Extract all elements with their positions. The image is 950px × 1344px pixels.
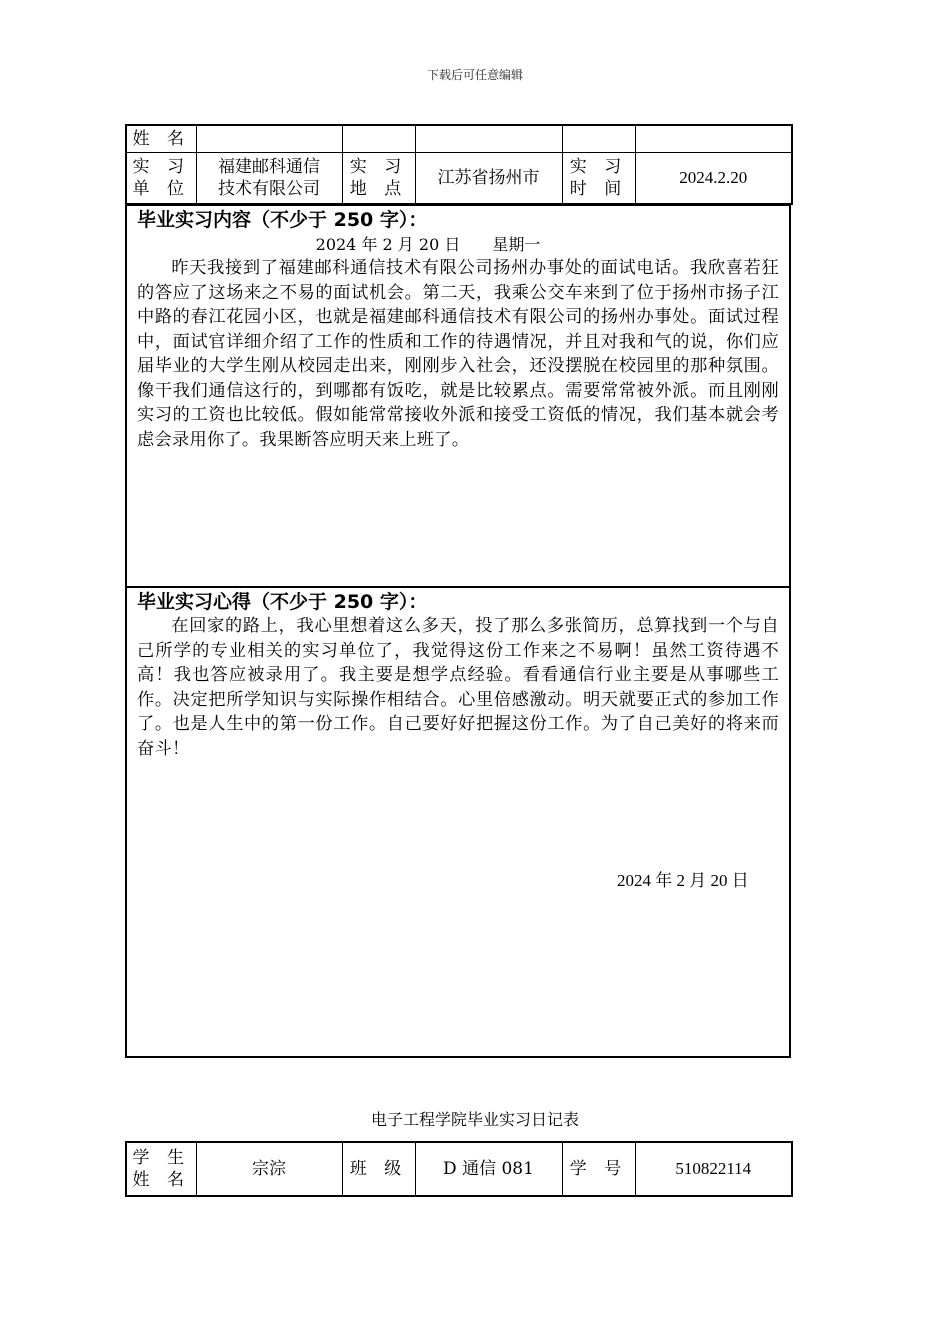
location-label-line2: 地 点 [349,178,408,199]
empty-cell[interactable] [342,125,415,152]
time-value[interactable]: 2024.2.20 [635,152,792,204]
reflection-sign-date: 2024 年 2 月 20 日 [617,871,749,890]
unit-value-line2: 技术有限公司 [218,178,320,199]
name-value[interactable] [196,125,342,152]
student-label-line1: 学 生 [132,1148,190,1168]
content-body[interactable]: 昨天我接到了福建邮科通信技术有限公司扬州办事处的面试电话。我欣喜若狂的答应了这场来之不易的面试机会。第二天，我乘公交车来到了位于扬州市扬子江中路的春江花园小区，也就是福建邮科通信技术有限公司的扬州办事处。面试过程中，面试官详细介绍了工作的性质和工作的待遇情况，并且对我和气的说，你们应届毕业的大学生刚从校园走出来，刚刚步入社会，还没摆脱在校园里的那种氛围。像干我们通信这行的，到哪都有饭吃，就是比较累点。需要常常被外派。而且刚刚实习的工资也比较低。假如能常常接收外派和接受工资低的情况，我们基本就会考虑会录用你了。我果断答应明天来上班了。 [137,258,779,450]
reflection-body[interactable]: 在回家的路上，我心里想着这么多天，投了那么多张简历，总算找到一个与自己所学的专业相关的实习单位了，我觉得这份工作来之不易啊！虽然工资待遇不高！我也答应被录用了。我主要是想学点经验。看看通信行业主要是从事哪些工作。决定把所学知识与实际操作相结合。心里倍感激动。明天就要正式的参加工作了。也是人生中的第一份工作。自己要好好把握这份工作。为了自己美好的将来而奋斗！ [137,616,779,759]
time-label-line1: 实 习 [569,156,628,177]
reflection-title: 毕业实习心得（不少于 250 字）： [137,591,428,613]
content-title: 毕业实习内容（不少于 250 字）： [137,209,428,231]
empty-cell[interactable] [562,125,635,152]
empty-cell[interactable] [635,125,792,152]
internship-content-section [125,205,791,586]
unit-label-line2: 单 位 [132,178,190,199]
student-name-label [126,1142,196,1196]
content-date: 2024 年 2 月 20 日 星期一 [315,235,541,254]
student-label-line2: 姓 名 [132,1170,190,1190]
unit-value-line1: 福建邮科通信 [218,156,320,177]
diary-form-title: 电子工程学院毕业实习日记表 [370,1110,579,1129]
name-label: 姓 名 [126,125,196,152]
unit-value[interactable] [196,152,342,204]
internship-info-row [126,152,792,204]
unit-label-line1: 实 习 [132,156,190,177]
location-value[interactable]: 江苏省扬州市 [415,152,562,204]
empty-cell[interactable] [415,125,562,152]
location-label-line1: 实 习 [349,156,408,177]
class-label: 班 级 [342,1142,415,1196]
student-name-value[interactable]: 宗淙 [196,1142,342,1196]
time-label-line2: 时 间 [569,178,628,199]
student-id-value[interactable]: 510822114 [635,1142,792,1196]
unit-label [126,152,196,204]
student-info-table [125,1141,793,1197]
name-row [126,125,792,152]
header-note: 下载后可任意编辑 [426,68,523,82]
student-info-row [126,1142,792,1196]
info-table-top [125,124,793,205]
location-label [342,152,415,204]
class-value[interactable]: D 通信 081 [415,1142,562,1196]
time-label [562,152,635,204]
internship-reflection-section [125,586,791,1058]
student-id-label: 学 号 [562,1142,635,1196]
